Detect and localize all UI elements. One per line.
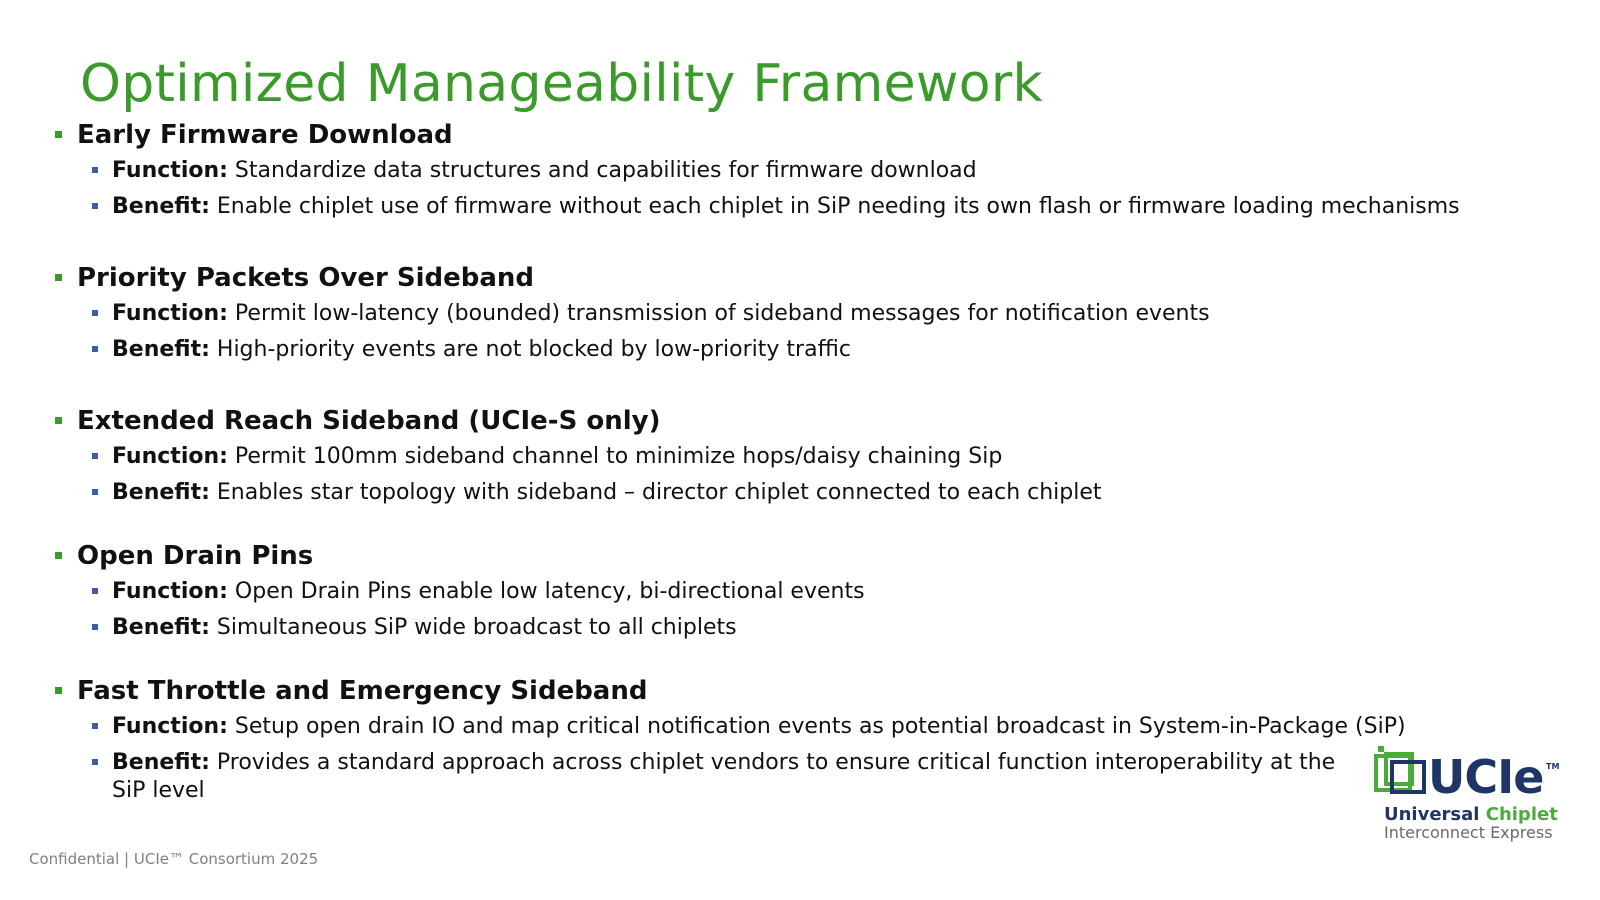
- square-bullet-icon: [55, 687, 62, 694]
- function-description: Open Drain Pins enable low latency, bi-directional events: [227, 579, 865, 604]
- benefit-label: Benefit:: [112, 480, 210, 505]
- benefit-text: [112, 746, 1352, 810]
- section-header: [54, 674, 1574, 710]
- function-description: Setup open drain IO and map critical notification events as potential broadcast in System-in-Package (SiP): [227, 714, 1406, 739]
- function-text: [112, 440, 1574, 476]
- bullet-list: [54, 118, 1574, 810]
- benefit-description: Enable chiplet use of firmware without each chiplet in SiP needing its own flash or firmware loading mechanisms: [209, 194, 1460, 219]
- section-heading: Fast Throttle and Emergency Sideband: [77, 676, 648, 706]
- section-early-firmware-download: [54, 118, 1574, 261]
- square-bullet-icon: [55, 274, 62, 281]
- function-label: Function:: [112, 158, 228, 183]
- square-bullet-icon: [92, 167, 98, 173]
- function-description: Permit 100mm sideband channel to minimize hops/daisy chaining Sip: [227, 444, 1003, 469]
- section-header: [54, 539, 1574, 575]
- logo-word-universal: Universal: [1384, 804, 1480, 825]
- square-bullet-icon: [55, 131, 62, 138]
- benefit-text: [112, 333, 1574, 369]
- section-header: [54, 404, 1574, 440]
- logo-word-chiplet: Chiplet: [1485, 804, 1558, 825]
- square-bullet-icon: [92, 759, 98, 765]
- logo-wordmark: UCIe: [1428, 750, 1544, 804]
- function-text: [112, 297, 1574, 333]
- benefit-item: [92, 611, 1574, 647]
- function-item: [92, 440, 1574, 476]
- square-bullet-icon: [92, 310, 98, 316]
- benefit-description: Simultaneous SiP wide broadcast to all chiplets: [209, 615, 737, 640]
- benefit-item: [92, 476, 1574, 512]
- benefit-label: Benefit:: [112, 615, 210, 640]
- section-heading: Open Drain Pins: [77, 541, 314, 571]
- ucie-logo: [1372, 742, 1562, 846]
- section-header: [54, 118, 1574, 154]
- square-bullet-icon: [55, 552, 62, 559]
- function-label: Function:: [112, 301, 228, 326]
- section-heading: Early Firmware Download: [77, 120, 453, 150]
- square-bullet-icon: [92, 588, 98, 594]
- function-label: Function:: [112, 714, 228, 739]
- square-bullet-icon: [92, 723, 98, 729]
- section-header: [54, 261, 1574, 297]
- benefit-label: Benefit:: [112, 194, 210, 219]
- function-text: [112, 154, 1574, 190]
- section-open-drain-pins: [54, 539, 1574, 674]
- footer-confidential: Confidential | UCIe™ Consortium 2025: [29, 850, 319, 868]
- logo-trademark: TM: [1546, 762, 1560, 771]
- benefit-text: [112, 611, 1574, 647]
- benefit-label: Benefit:: [112, 750, 210, 775]
- section-extended-reach-sideband: [54, 404, 1574, 539]
- slide-title: Optimized Manageability Framework: [80, 54, 1043, 114]
- square-bullet-icon: [92, 453, 98, 459]
- square-bullet-icon: [55, 417, 62, 424]
- function-label: Function:: [112, 444, 228, 469]
- square-bullet-icon: [92, 624, 98, 630]
- function-label: Function:: [112, 579, 228, 604]
- function-item: [92, 710, 1574, 746]
- ucie-logo-mark-icon: [1372, 742, 1432, 802]
- function-description: Standardize data structures and capabilities for firmware download: [227, 158, 977, 183]
- square-bullet-icon: [92, 489, 98, 495]
- function-text: [112, 575, 1574, 611]
- benefit-item: [92, 333, 1574, 369]
- benefit-text: [112, 190, 1574, 226]
- function-item: [92, 297, 1574, 333]
- function-description: Permit low-latency (bounded) transmission of sideband messages for notification events: [227, 301, 1210, 326]
- function-item: [92, 575, 1574, 611]
- benefit-text: [112, 476, 1574, 512]
- function-item: [92, 154, 1574, 190]
- benefit-description: Provides a standard approach across chiplet vendors to ensure critical function interoperability at the SiP level: [112, 750, 1336, 803]
- function-text: [112, 710, 1574, 746]
- logo-tagline-2: Interconnect Express: [1384, 823, 1553, 842]
- benefit-label: Benefit:: [112, 337, 210, 362]
- benefit-item: [92, 746, 1574, 810]
- square-bullet-icon: [92, 346, 98, 352]
- section-priority-packets: [54, 261, 1574, 404]
- section-heading: Extended Reach Sideband (UCIe-S only): [77, 406, 661, 436]
- benefit-item: [92, 190, 1574, 226]
- square-bullet-icon: [92, 203, 98, 209]
- section-heading: Priority Packets Over Sideband: [77, 263, 535, 293]
- benefit-description: Enables star topology with sideband – director chiplet connected to each chiplet: [209, 480, 1102, 505]
- benefit-description: High-priority events are not blocked by low-priority traffic: [209, 337, 851, 362]
- section-fast-throttle-emergency-sideband: [54, 674, 1574, 810]
